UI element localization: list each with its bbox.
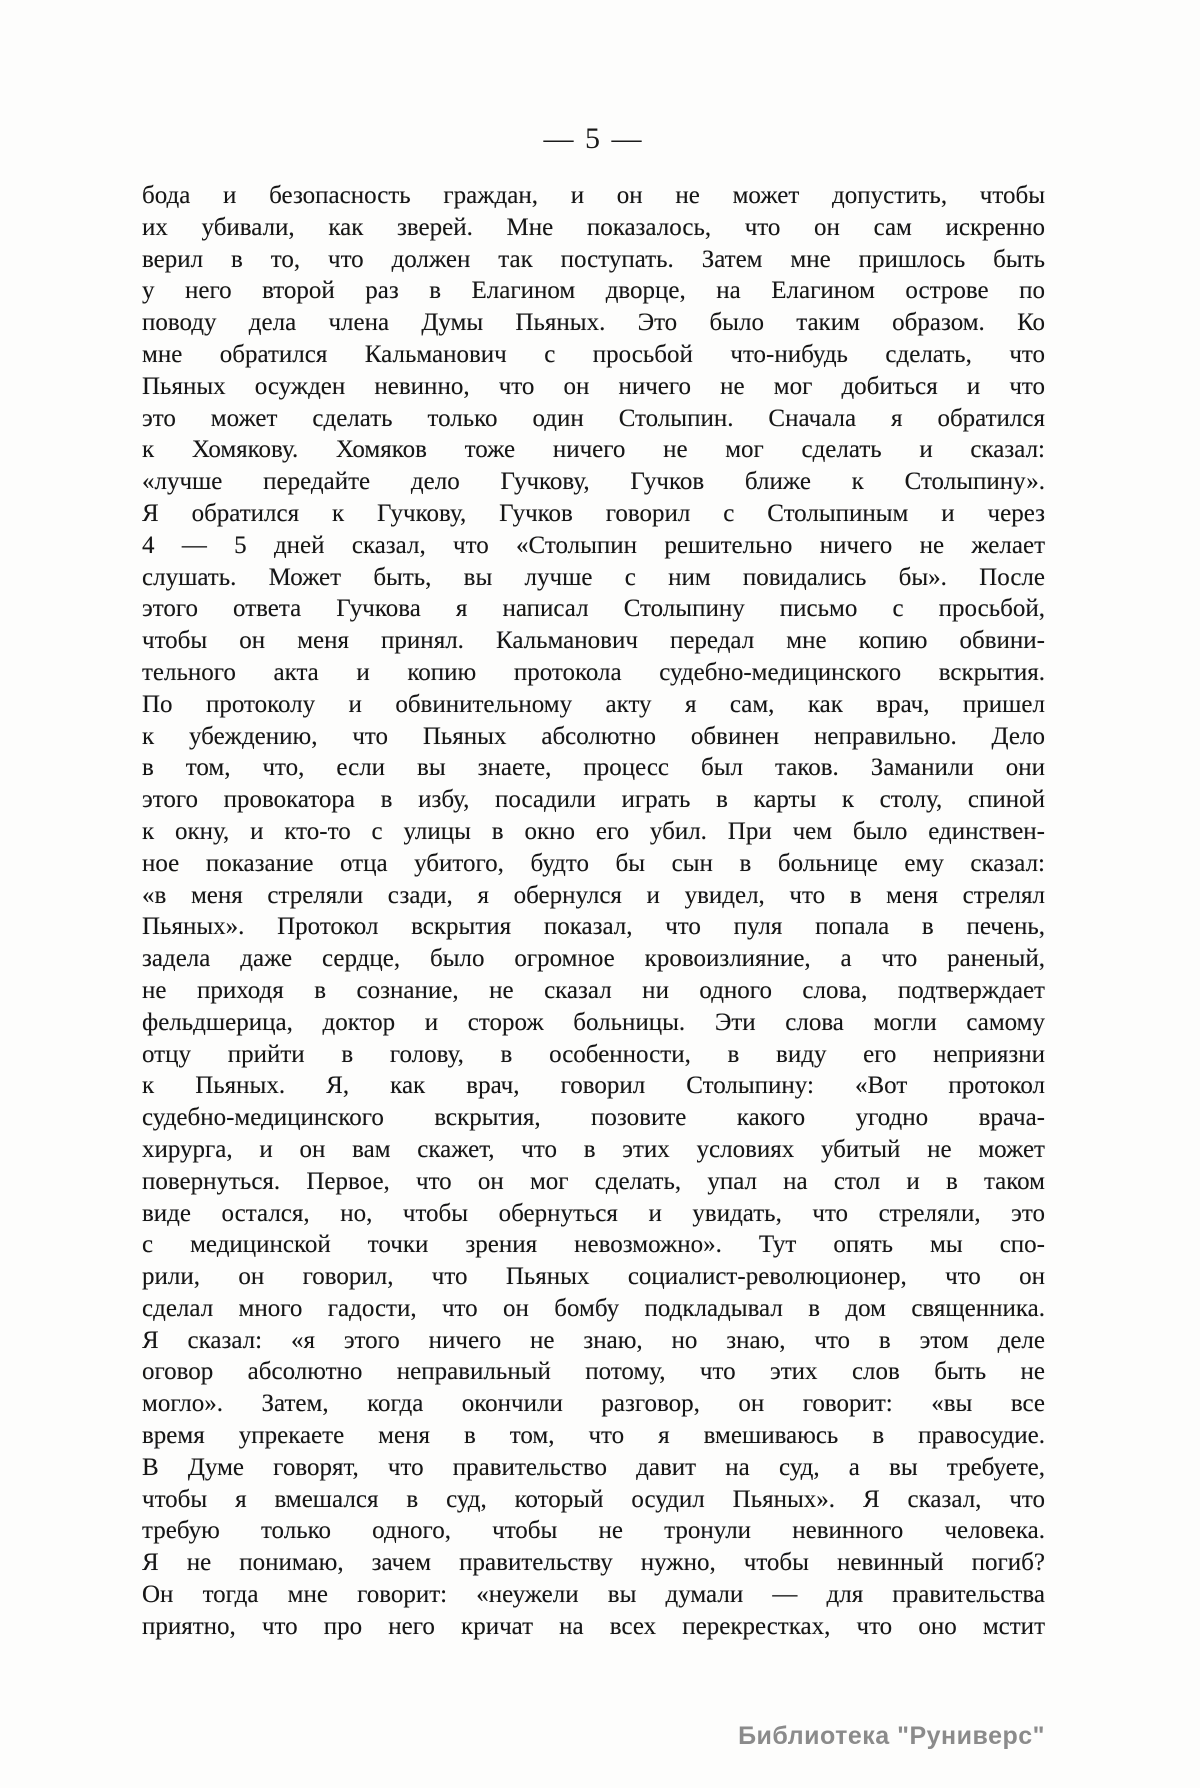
text-line: этого ответа Гучкова я написал Столыпину письмо с просьбой, [142,595,1045,623]
text-line: ное показание отца убитого, будто бы сын в больнице ему сказал: [142,849,1045,877]
text-line: рили, он говорил, что Пьяных социалист-революционер, что он [142,1263,1045,1291]
text-line: По протоколу и обвинительному акту я сам, как врач, пришел [142,690,1045,718]
text-line: чтобы он меня принял. Кальманович передал мне копию обвини- [142,627,1045,655]
text-line: к Пьяных. Я, как врач, говорил Столыпину: «Вот протокол [142,1072,1045,1100]
text-line: фельдшерица, доктор и сторож больницы. Эти слова могли самому [142,1008,1045,1036]
text-line: «в меня стреляли сзади, я обернулся и увидел, что в меня стрелял [142,881,1045,909]
text-line: задела даже сердце, было огромное кровоизлияние, а что раненый, [142,945,1045,973]
text-line: поводу дела члена Думы Пьяных. Это было таким образом. Ко [142,309,1045,337]
text-line: Я не понимаю, зачем правительству нужно, чтобы невинный погиб? [142,1549,1045,1577]
text-line: сделал много гадости, что он бомбу подкладывал в дом священника. [142,1294,1045,1322]
text-line: слушать. Может быть, вы лучше с ним повидались бы». После [142,563,1045,591]
text-line: Он тогда мне говорит: «неужели вы думали — для правительства [142,1581,1045,1609]
text-line: это может сделать только один Столыпин. Сначала я обратился [142,404,1045,432]
text-line: чтобы я вмешался в суд, который осудил Пьяных». Я сказал, что [142,1485,1045,1513]
text-line: Я сказал: «я этого ничего не знаю, но знаю, что в этом деле [142,1326,1045,1354]
text-line: к убеждению, что Пьяных абсолютно обвинен неправильно. Дело [142,722,1045,750]
text-line: оговор абсолютно неправильный потому, что этих слов быть не [142,1358,1045,1386]
text-line: время упрекаете меня в том, что я вмешиваюсь в правосудие. [142,1422,1045,1450]
text-line: судебно-медицинского вскрытия, позовите какого угодно врача- [142,1104,1045,1132]
text-line: в том, что, если вы знаете, процесс был таков. Заманили они [142,754,1045,782]
text-line: их убивали, как зверей. Мне показалось, что он сам искренно [142,213,1045,241]
text-line: верил в то, что должен так поступать. Затем мне пришлось быть [142,245,1045,273]
text-line: «лучше передайте дело Гучкову, Гучков ближе к Столыпину». [142,468,1045,496]
text-line: к окну, и кто-то с улицы в окно его убил. При чем было единствен- [142,817,1045,845]
text-line: у него второй раз в Елагином дворце, на Елагином острове по [142,277,1045,305]
text-line: бода и безопасность граждан, и он не может допустить, чтобы [142,182,1045,209]
text-line: Пьяных». Протокол вскрытия показал, что пуля попала в печень, [142,913,1045,941]
text-line: виде остался, но, чтобы обернуться и увидать, что стреляли, это [142,1199,1045,1227]
text-line: мне обратился Кальманович с просьбой что-нибудь сделать, что [142,340,1045,368]
library-watermark: Библиотека "Руниверс" [738,1722,1045,1750]
text-line: этого провокатора в избу, посадили играть в карты к столу, спиной [142,786,1045,814]
text-line: В Думе говорят, что правительство давит на суд, а вы требуете, [142,1453,1045,1481]
text-line: с медицинской точки зрения невозможно». Тут опять мы спо- [142,1231,1045,1259]
text-line: приятно, что про него кричат на всех перекрестках, что оно мстит [142,1612,1045,1640]
text-line: повернуться. Первое, что он мог сделать, упал на стол и в таком [142,1167,1045,1195]
text-line: требую только одного, чтобы не тронули невинного человека. [142,1517,1045,1545]
text-line: не приходя в сознание, не сказал ни одного слова, подтверждает [142,976,1045,1004]
text-line: могло». Затем, когда окончили разговор, он говорит: «вы все [142,1390,1045,1418]
text-line: Я обратился к Гучкову, Гучков говорил с Столыпиным и через [142,499,1045,527]
text-line: Пьяных осужден невинно, что он ничего не мог добиться и что [142,372,1045,400]
text-line: к Хомякову. Хомяков тоже ничего не мог сделать и сказал: [142,436,1045,464]
text-line: хирурга, и он вам скажет, что в этих условиях убитый не может [142,1135,1045,1163]
text-line: отцу прийти в голову, в особенности, в виду его неприязни [142,1040,1045,1068]
page-number: — 5 — [543,122,644,155]
text-line: 4 — 5 дней сказал, что «Столыпин решительно ничего не желает [142,531,1045,559]
text-line: тельного акта и копию протокола судебно-медицинского вскрытия. [142,658,1045,686]
page-text [142,180,1045,1643]
